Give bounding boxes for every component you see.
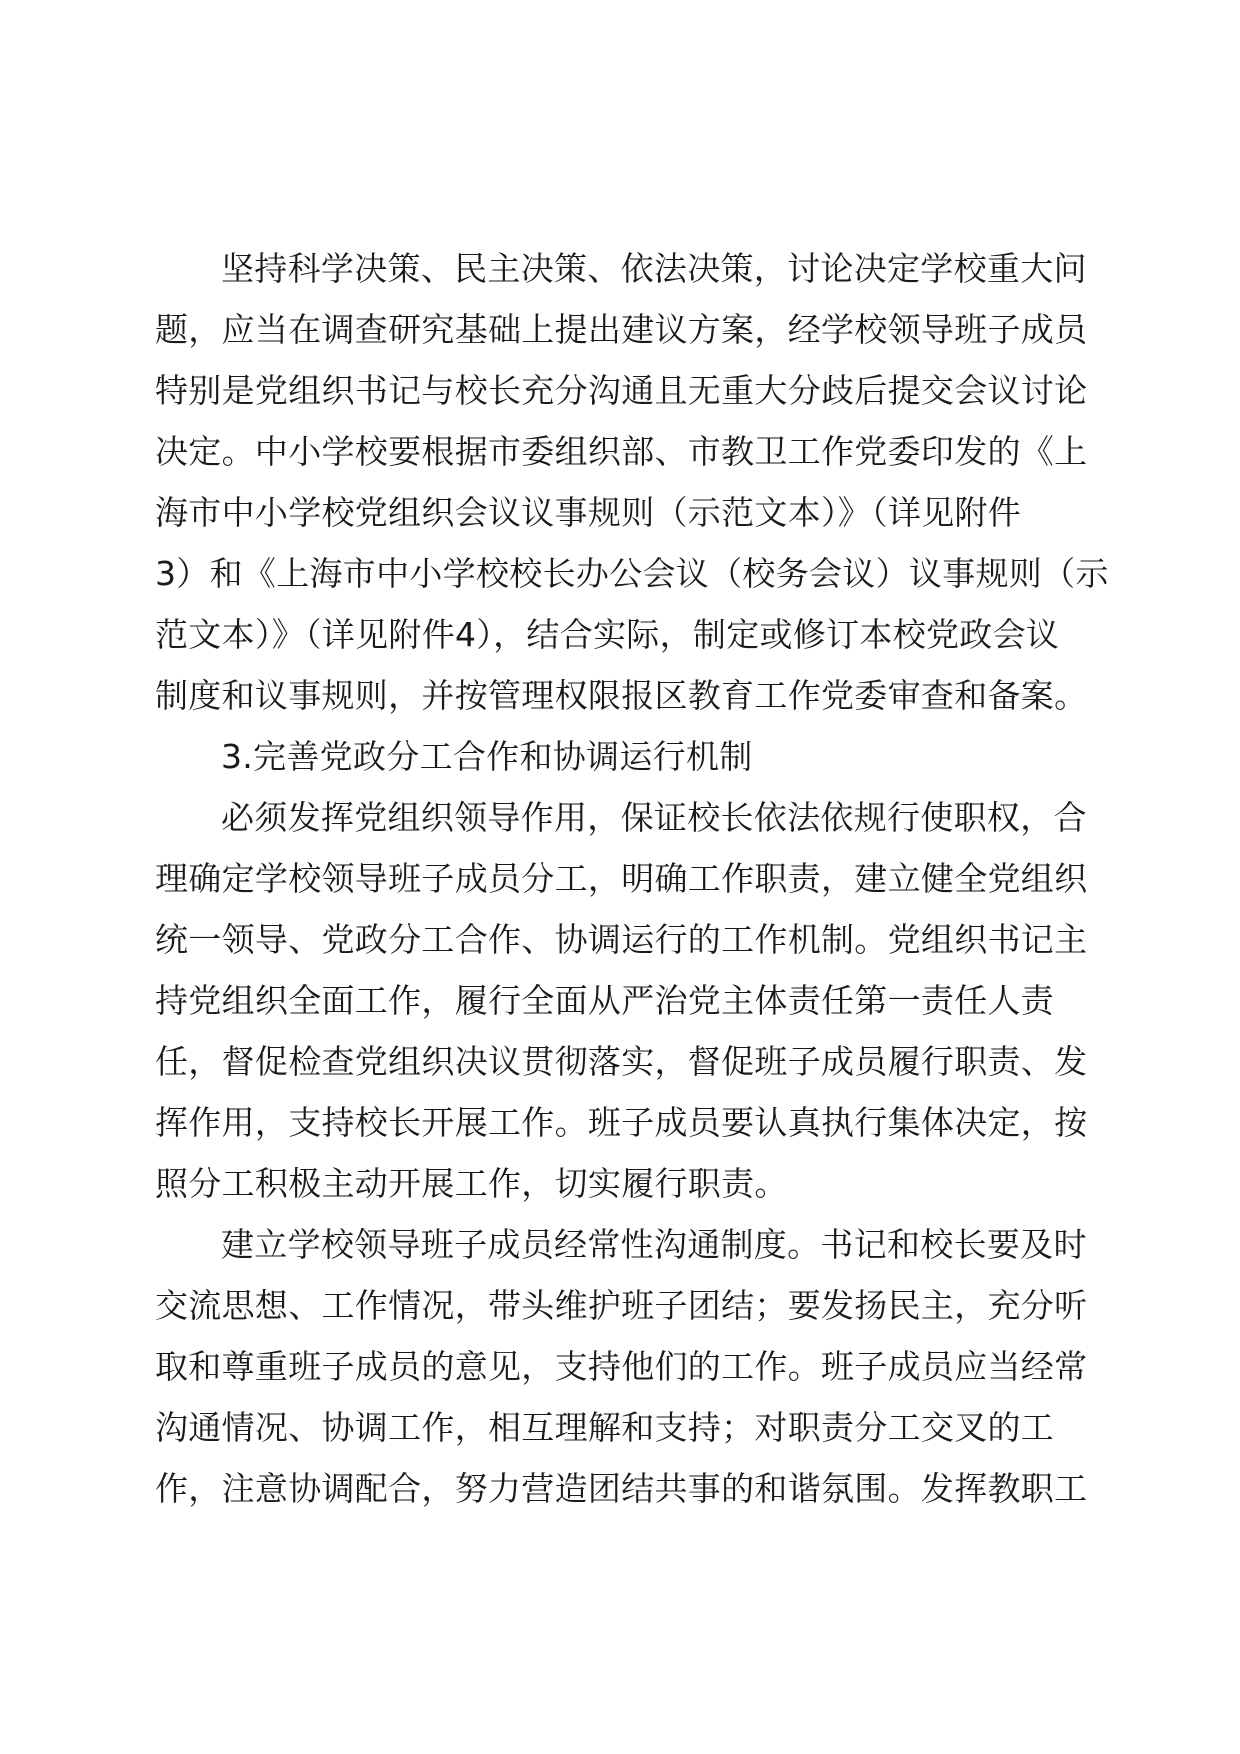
text-line: 海市中小学校党组织会议议事规则（示范文本）》（详见附件 <box>155 493 1022 532</box>
text-line: 作，注意协调配合，努力营造团结共事的和谐氛围。发挥教职工 <box>155 1469 1088 1508</box>
text-line: 挥作用，支持校长开展工作。班子成员要认真执行集体决定，按 <box>155 1103 1088 1142</box>
text-line: 任，督促检查党组织决议贯彻落实，督促班子成员履行职责、发 <box>155 1042 1088 1081</box>
text-line: 理确定学校领导班子成员分工，明确工作职责，建立健全党组织 <box>155 859 1088 898</box>
text-line: 3）和《上海市中小学校校长办公会议（校务会议）议事规则（示 <box>155 554 1109 593</box>
document-body <box>155 238 1115 1519</box>
text-line: 制度和议事规则，并按管理权限报区教育工作党委审查和备案。 <box>155 676 1088 715</box>
text-line: 交流思想、工作情况，带头维护班子团结；要发扬民主，充分听 <box>155 1286 1088 1325</box>
text-line: 题，应当在调查研究基础上提出建议方案，经学校领导班子成员 <box>155 310 1088 349</box>
text-line: 照分工积极主动开展工作，切实履行职责。 <box>155 1164 788 1203</box>
text-line: 取和尊重班子成员的意见，支持他们的工作。班子成员应当经常 <box>155 1347 1088 1386</box>
text-line: 建立学校领导班子成员经常性沟通制度。书记和校长要及时 <box>221 1225 1087 1264</box>
text-line: 决定。中小学校要根据市委组织部、市教卫工作党委印发的《上 <box>155 432 1088 471</box>
text-line: 沟通情况、协调工作，相互理解和支持；对职责分工交叉的工 <box>155 1408 1055 1447</box>
text-line: 必须发挥党组织领导作用，保证校长依法依规行使职权，合 <box>221 798 1087 837</box>
section-heading: 3.完善党政分工合作和协调运行机制 <box>221 737 753 776</box>
text-line: 统一领导、党政分工合作、协调运行的工作机制。党组织书记主 <box>155 920 1088 959</box>
text-line: 范文本）》（详见附件4），结合实际，制定或修订本校党政会议 <box>155 615 1060 654</box>
text-line: 持党组织全面工作，履行全面从严治党主体责任第一责任人责 <box>155 981 1055 1020</box>
text-line: 坚持科学决策、民主决策、依法决策，讨论决定学校重大问 <box>221 249 1087 288</box>
text-line: 特别是党组织书记与校长充分沟通且无重大分歧后提交会议讨论 <box>155 371 1088 410</box>
